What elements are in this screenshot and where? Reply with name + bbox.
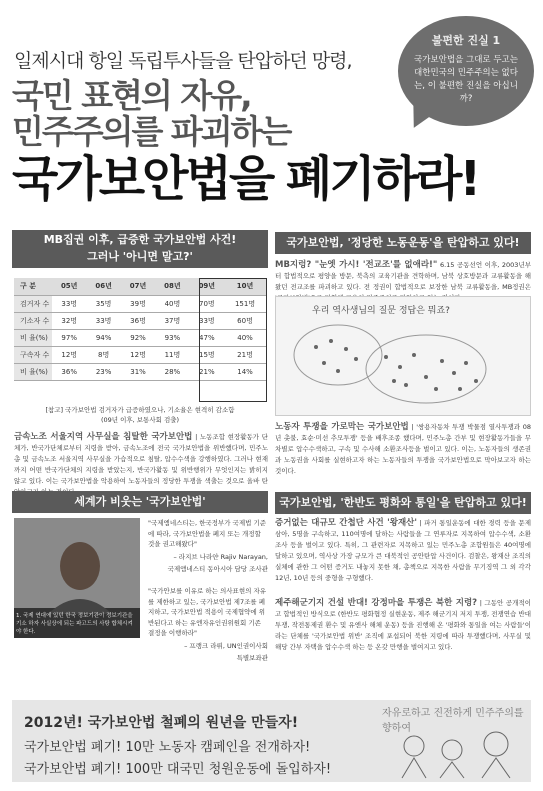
table-cell: 97% [52,329,86,346]
table-cell: 39명 [121,295,155,312]
table-cell: 37명 [155,312,189,329]
banner-line1: 2012년! 국가보안법 철폐의 원년을 만들자! [24,715,299,731]
quote-text: "국제엠네스티는, 한국정부가 국제법 기준에 따라, 국가보안법을 폐지 또는 개정할 것을 권고해왔다" [148,519,266,548]
table-cell: 33명 [86,312,120,329]
photo-title: 우리 역사생님의 질문 정답은 뭐죠? [312,306,450,316]
table-cell: 151명 [224,295,266,312]
table-header-cell: 08년 [155,278,189,295]
header-title-line2: 민주주의를 파괴하는 [12,112,291,151]
amnesty-photo [14,518,140,638]
table-cell: 47% [190,329,224,346]
banner-line2: 국가보안법 폐기! 10만 노동자 캠페인을 전개하자! [24,740,311,755]
table-cell: 15명 [190,346,224,363]
table-cell: 14% [224,363,266,380]
paragraph-heading: MB지렁? "눈엣 가시! '전교조'를 없애라!" [275,260,438,270]
paragraph-heading: 노동자 투쟁을 가로막는 국가보안법 [275,422,409,432]
left-top-title2: 그러나 '아니면 말고?' [12,248,268,268]
left-mid-bar: 세계가 비웃는 '국가보안법' [12,491,268,513]
table-cell: 70명 [190,295,224,312]
table-cell: 31% [121,363,155,380]
quote-text: "국가안보를 이유로 하는 의사표현의 자유를 제한하고 있는, 국가보안법 제7조를 폐지하고, 국가보안법 적용이 국제협약에 위반된다고 하는 유엔자유인권위원회 기존 결정을 이행하라" [148,587,266,637]
table-header-cell: 10년 [224,278,266,295]
table-cell: 93% [155,329,189,346]
right-mid-bar: 국가보안법, '한반도 평화와 통일'을 탄압하고 있다! [275,492,531,514]
table-cell: 60명 [224,312,266,329]
table-header-cell: 07년 [121,278,155,295]
highlight-box [199,278,267,402]
right-mid-paragraph2 [275,598,531,653]
right-top-paragraph2 [275,422,531,477]
paragraph-heading: 금속노조 서울지역 사무실을 침탈한 국가보안법 [14,432,193,442]
paragraph-text: | 그동안 공개적이고 합법적인 방식으로 (한반도 평화협정 실현운동, 제주 해군기지 저지 투쟁, 전쟁연습 반대투쟁, 작전통제권 환수 및 유엔사 해체 운동) 등을 진행해 온 '평화와 통일을 여는 사람들'이라는 단체를 '국가보안법 위반' 조직에 포섭되어 북한 지령에 따라 투쟁했다며, 사무실 및 해당 간부 자택을 압수수색 하는 등 온갖 만행을 벌여지고 있다. [275,599,531,651]
table-cell: 94% [86,329,120,346]
cartoon-people-illustration [392,724,526,780]
bottom-banner [12,700,531,782]
table-header-cell: 06년 [86,278,120,295]
paragraph-text: | 노동조합 현장활동가 단체가, 반국가단체로부터 지령을 받아, 금속노조에 전국 국가보안법을 위반했다며, 민주노총 및 금속노조 서울지역 사무실을 가습적으로 침탈, 압수수색을 강행하였다. 그러나 현재까지 어떤 반국가단체의 지령을 받았는지, 반국가활동 및 위반행위가 무엇인지는 밝히지 않고 있다. 이는 국가보안법을 악용하여 노동자들의 정당한 투쟁을 색출는 것으로 올바 탄 [14,433,268,485]
table-cell: 28% [155,363,189,380]
classroom-photo [275,296,531,416]
table-header-cell: 05년 [52,278,86,295]
table-note-line2: (09년 이후, 보통사회 검출) [100,416,180,424]
table-cell: 검거자 수 [14,295,52,312]
header-title-line1: 국민 표현의 자유, [12,76,251,115]
header-title-main: 국가보안법을 폐기하라! [12,151,479,207]
right-mid-paragraph1 [275,518,531,584]
left-top-title1: MB집권 이후, 급증한 국가보안법 사건! [12,230,268,250]
table-cell: 92% [121,329,155,346]
left-top-paragraph [14,432,268,498]
bubble-title: 불편한 진실 1 [431,34,501,47]
table-cell: 구속자 수 [14,346,52,363]
table-cell: 12명 [52,346,86,363]
paragraph-heading: 증거없는 대규모 간첩단 사건 '왕재산' [275,518,417,528]
table-cell: 36명 [121,312,155,329]
table-cell: 21% [190,363,224,380]
bubble-text: 국가보안법을 그대로 두고는 대한민국의 민주주의는 없다는, 이 불편한 진실을 아십니까? [414,55,518,104]
quote-author-role: 특별보좌관 [236,654,268,662]
table-cell: 36% [52,363,86,380]
table-header-cell: 구 분 [14,278,52,295]
quote-author: – 프랭크 라뤼, UN인권이사회 [184,641,268,650]
table-cell: 35명 [86,295,120,312]
speech-bubble [398,16,534,126]
table-cell: 비 율(%) [14,363,52,380]
table-cell: 8명 [86,346,120,363]
table-cell: 11명 [155,346,189,363]
quote-author: – 라지브 나라얀 Rajiv Narayan, [173,552,268,561]
right-top-bar: 국가보안법, '정당한 노동운동'을 탄압하고 있다! [275,232,531,254]
paragraph-heading: 제주해군기지 건설 반대! 강정마을 투쟁은 북한 지령? [275,598,478,608]
table-note-line1: [참고] 국가보안법 검거자가 급증하였으나, 기소율은 현격히 감소함 [45,406,235,414]
banner-line3: 국가보안법 폐기! 100만 대국민 청원운동에 돌입하자! [24,762,332,777]
table-note [14,405,266,425]
handwritten-slogan: 자유로하고 진전하게 민주주의를 향하여 [382,708,524,734]
paragraph-text: | '쌍용자동차 투쟁 박물점 열사투쟁과 08년 촛불, 효순·미선 추모투쟁' 등을 배후조종 했다며, 민주노총 간부 및 현장활동가들을 무차별로 압수수색하고, 구속 및 수사해 소환조사등을 벌이고 있다. 이는, 노동자들의 생존권과 노동권을 사회를 실현하고자 하는 노동자들의 투쟁을 국가보안법으로 막아보고자 하는 것이다. [275,423,531,475]
table-cell: 33명 [190,312,224,329]
table-header-cell: 09년 [190,278,224,295]
table-cell: 23% [86,363,120,380]
quote-block-2 [148,586,268,664]
table-cell: 비 율(%) [14,329,52,346]
table-cell: 33명 [52,295,86,312]
paragraph-text: 6.15 공동선언 이후, 2003년부터 합법적으로 평양을 방문, 북측의 교육기관을 견학하며, 남북 상호방문과 교류활동을 해왔던 전교조를 파괴하고 있다. 전 정권이 합법적으로 보장한 남북 교류활동을, MB정권은 [275,261,532,291]
paragraph-text: | 파거 통일운동에 대한 경력 등을 문제삼아, 5명을 구속하고, 110여명에 달하는 사람들을 그 연루자로 지목하여 압수수색, 소환조사 등을 벌이고 있다. 특히, 그 관련자로 지목하고 있는 민주노총 조합원들은 40여명에 달하고 있으며, 역사상 가장 규모가 큰 대북적인 공안탄압 사건이다. 검찰은, 왕재산 조직의 실체에 관한 그 어떤 증거도 내놓지 못한 채, 총책으로 지목한 사람을 무기징역 그 외 각각 12년, 10년 등의 중형을 구형했다. [275,519,531,582]
table-cell: 12명 [121,346,155,363]
table-cell: 40명 [155,295,189,312]
table-cell: 21명 [224,346,266,363]
table-cell: 40% [224,329,266,346]
photo-caption: 1. 국제 연대에 있던 한국 정보기관이 정보기관을 기소 하자 사실상에 되는 파고드의 사탕 합체시켜야 한다. [16,613,133,635]
header-subtitle: 일제시대 항일 독립투사들을 탄압하던 망령, [14,50,352,72]
quote-block-1 [148,518,268,575]
table-cell: 32명 [52,312,86,329]
quote-author-role: 국제앰네스티 동아시아 담당 조사관 [167,565,268,573]
table-cell: 기소자 수 [14,312,52,329]
